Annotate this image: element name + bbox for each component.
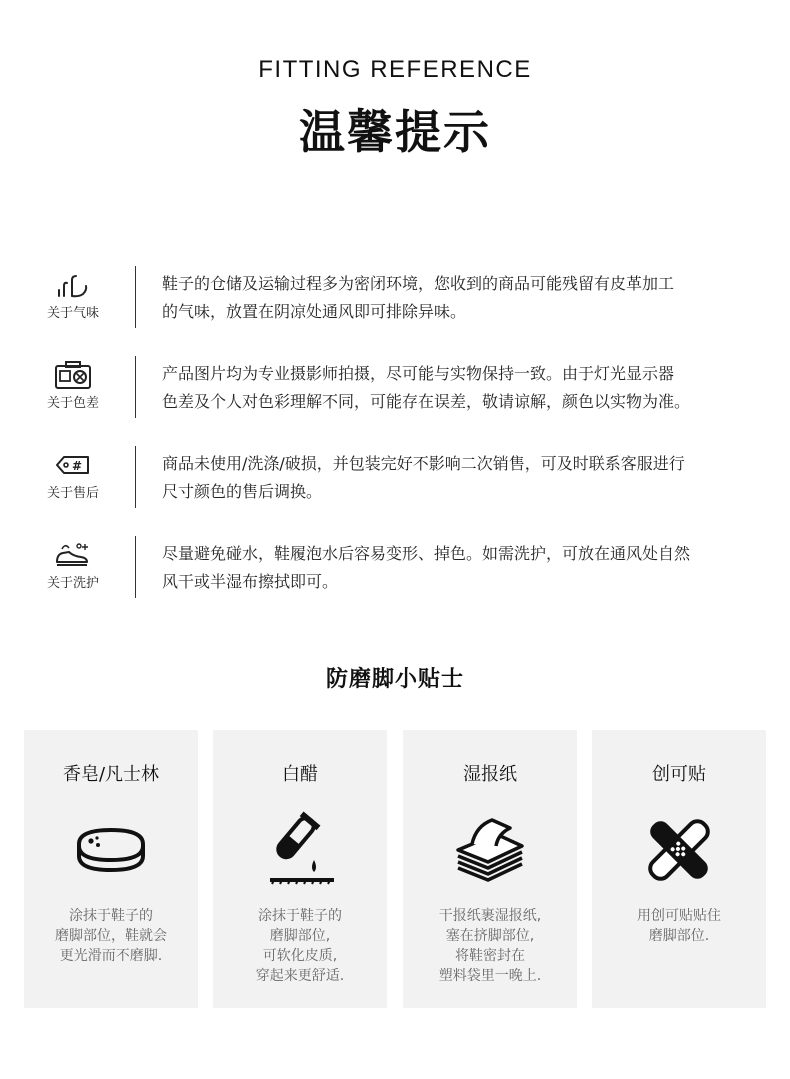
card-description: 干报纸裹湿报纸, 塞在挤脚部位, 将鞋密封在 塑料袋里一晚上. (438, 908, 542, 984)
note-text: 产品图片均为专业摄影师拍摄，尽可能与实物保持一致。由于灯光显示器 色差及个人对色彩理解不同，可能存在误差，敬请谅解，颜色以实物为准。 (162, 364, 691, 411)
vinegar-test-tube-icon (260, 810, 340, 890)
note-label: 关于售后 (46, 486, 99, 501)
card-description: 涂抹于鞋子的 磨脚部位, 可软化皮质, 穿起来更舒适. (255, 908, 345, 984)
note-color (0, 352, 790, 422)
card-title: 白醋 (282, 764, 318, 785)
card-title: 创可贴 (652, 764, 706, 785)
note-text: 尽量避免碰水，鞋履泡水后容易变形、掉色。如需洗护，可放在通风处自然 风干或半湿布擦拭即可。 (162, 544, 691, 591)
camera-icon (53, 360, 93, 390)
card-description: 涂抹于鞋子的 磨脚部位，鞋就会 更光滑而不磨脚. (55, 908, 167, 964)
tip-card-soap (24, 730, 198, 1008)
divider (135, 446, 136, 508)
soap-icon (71, 810, 151, 890)
note-odor (0, 262, 790, 332)
note-care (0, 532, 790, 602)
divider (135, 266, 136, 328)
newspaper-stack-icon (450, 810, 530, 890)
washing-shoe-icon (53, 540, 93, 570)
card-title: 香皂/凡士林 (62, 764, 160, 785)
note-label: 关于气味 (46, 306, 99, 321)
tip-card-vinegar (213, 730, 387, 1008)
svg-text:#: # (71, 459, 83, 473)
header-en-title: FITTING REFERENCE (258, 56, 532, 83)
note-label: 关于洗护 (46, 576, 99, 591)
note-text: 商品未使用/洗涤/破损，并包装完好不影响二次销售，可及时联系客服进行 尺寸颜色的售后调换。 (162, 454, 685, 501)
divider (135, 356, 136, 418)
odor-icon (53, 270, 93, 300)
card-title: 湿报纸 (463, 764, 517, 785)
note-after-sales (0, 442, 790, 512)
note-text: 鞋子的仓储及运输过程多为密闭环境，您收到的商品可能残留有皮革加工 的气味，放置在阴凉处通风即可排除异味。 (162, 274, 675, 321)
tips-title: 防磨脚小贴士 (325, 667, 464, 692)
note-label: 关于色差 (46, 396, 99, 411)
bandage-icon (639, 810, 719, 890)
tips-cards (24, 730, 766, 1008)
tip-card-bandage (592, 730, 766, 1008)
header-cn-title: 温馨提示 (299, 105, 491, 159)
price-tag-icon (53, 450, 93, 480)
card-description: 用创可贴贴住 磨脚部位. (637, 908, 721, 944)
tip-card-newspaper (403, 730, 577, 1008)
divider (135, 536, 136, 598)
